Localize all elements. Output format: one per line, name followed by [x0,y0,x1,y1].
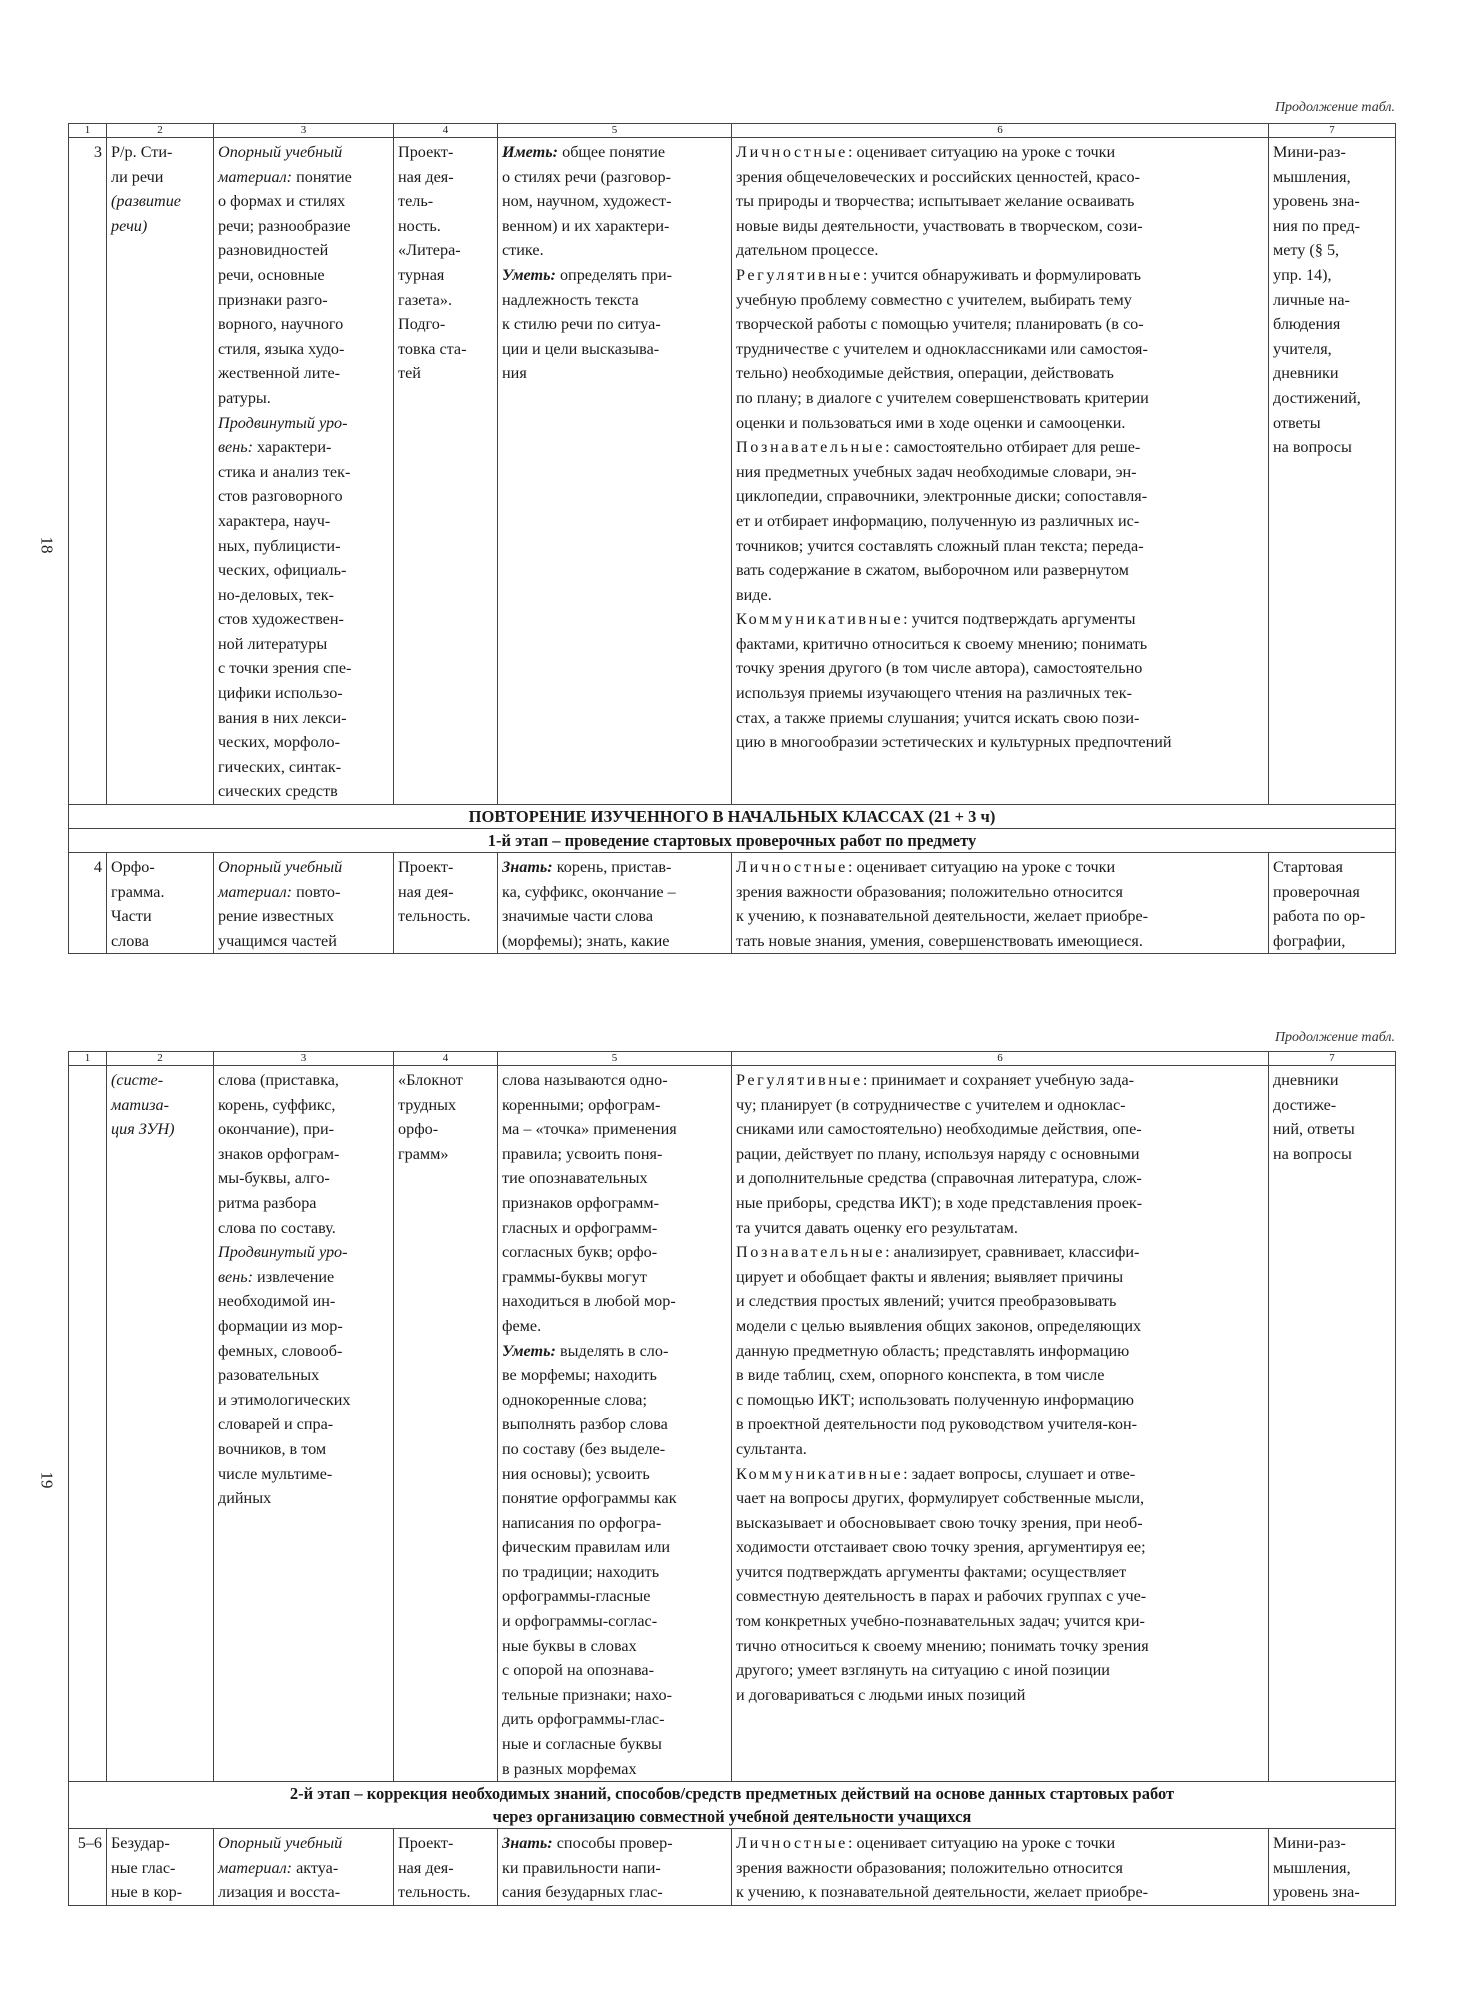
results-label: Знать: [502,858,553,877]
lesson-table [68,123,1396,954]
uud-text: : анализирует, сравнивает, классифи- цирует и обобщает факты и явления; выявляет причины и следствия простых явлений; учится преобразовывать модели с целью выявления общих законов, определяющих данную предметную область; представлять информацию в виде таблиц, схем, опорного конспекта, в том числе с помощью ИКТ; использовать полученную информацию в проектной деятельности под руководством учителя-кон- сультанта. [736,1243,1142,1458]
lesson-topic [107,138,214,805]
lesson-content [214,138,394,805]
content-label: Продвинутый уро- вень: [218,1243,348,1286]
results-text: выделять в сло- ве морфемы; находить однокоренные слова; выполнять разбор слова по составу (без выделе- ния основы); усвоить понятие орфограммы как написания по орфогра- фическим правилам или по традиции; находить орфограммы-гласные и орфограммы-соглас- ные буквы в словах с опорой на опознава- тельные признаки; нахо- дить орфограммы-глас- ные и согласные буквы в разных морфемах [502,1341,677,1778]
uud-label: Личностные [736,143,848,161]
uud-cell [732,1066,1269,1782]
column-number-row [69,124,1396,138]
uud-label: Регулятивные [736,265,863,284]
uud-label: Личностные [736,858,848,877]
col-num: 1 [69,124,107,138]
control-form: Мини-раз- мышления, уровень зна- [1269,1829,1396,1906]
table-row [69,853,1396,954]
table-row [69,1829,1396,1906]
control-form: дневники достиже- ний, ответы на вопросы [1269,1066,1396,1782]
uud-text: : оценивает ситуацию на уроке с точки зрения общечеловеческих и российских ценностей, красо- ты природы и творчества; испытывает желание осваивать новые виды деятельности, участвовать в творческом, сози- дательном процессе. [736,143,1143,260]
col-num: 2 [107,124,214,138]
section-heading: 2-й этап – коррекция необходимых знаний, способов/средств предметных действий на основе данных стартовых работ через организацию совместной учебной деятельности учащихся [69,1782,1396,1829]
content-text: слова (приставка, корень, суффикс, окончание), при- знаков орфограм- мы-буквы, алго- ритма разбора слова по составу. [218,1071,340,1237]
table-row [69,1066,1396,1782]
col-num: 5 [498,124,732,138]
activity-form: Проект- ная дея- тельность. [394,1829,498,1906]
results-text: общее понятие о стилях речи (разговор- ном, научном, художест- венном) и их характери- стике. [502,143,672,260]
lesson-content [214,1829,394,1906]
col-num: 6 [732,1052,1269,1066]
activity-form: «Блокнот трудных орфо- грамм» [394,1066,498,1782]
subject-results [498,853,732,954]
uud-label: Познавательные [736,438,886,457]
page-number: 18 [37,536,57,554]
results-label: Уметь: [502,265,556,284]
uud-text: : задает вопросы, слушает и отве- чает на вопросы других, формулирует собственные мысли, высказывает и обосновывает свою точку зрения, при необ- ходимости отстаивает свою точку зрения, аргументируя ее; учится подтверждать аргументы фактами; осуществляет совместную деятельность в парах и рабочих группах с уче- том конкретных учебно-познавательных задач; учится кри- тично относиться к своему мнению; понимать точку зрения другого; умеет взглянуть на ситуацию с иной позиции и договариваться с людьми иных позиций [736,1464,1149,1704]
results-label: Иметь: [502,143,559,161]
section-heading: ПОВТОРЕНИЕ ИЗУЧЕННОГО В НАЧАЛЬНЫХ КЛАССАХ (21 + 3 ч) [69,805,1396,829]
lesson-content [214,853,394,954]
content-label: Продвинутый уро- вень: [218,413,348,457]
col-num: 6 [732,124,1269,138]
subject-results [498,1066,732,1782]
content-text: актуа- лизация и восста- [218,1858,341,1902]
col-num: 4 [394,1052,498,1066]
col-num: 7 [1269,1052,1396,1066]
results-label: Уметь: [502,1341,556,1360]
subject-results [498,1829,732,1906]
col-num: 3 [214,124,394,138]
lesson-content [214,1066,394,1782]
section-row [69,829,1396,853]
activity-form: Проект- ная дея- тельность. [394,853,498,954]
section-row [69,805,1396,829]
uud-label: Познавательные [736,1243,886,1262]
uud-text: : учится обнаруживать и формулировать учебную проблему совместно с учителем, выбирать тему творческой работы с помощью учителя; планировать (в со- трудничестве с учителем и одноклассниками или самостоя- тельно) необходимые действия, операции, действовать по плану; в диалоге с учителем совершенствовать критерии оценки и пользоваться ими в ходе оценки и самооценки. [736,265,1149,432]
results-text: способы провер- ки правильности напи- сания безударных глас- [502,1834,673,1902]
col-num: 2 [107,1052,214,1066]
col-num: 1 [69,1052,107,1066]
section-row [69,1782,1396,1829]
control-form: Мини-раз- мышления, уровень зна- ния по пред- мету (§ 5, упр. 14), личные на- блюдения учителя, дневники достижений, ответы на вопросы [1269,138,1396,805]
uud-text: : самостоятельно отбирает для реше- ния предметных учебных задач необходимые словари, эн- циклопедии, справочники, электронные диски; сопоставля- ет и отбирает информацию, полученную из различных ис- точников; учится составлять сложный план текста; переда- вать содержание в сжатом, выборочном или развернутом виде. [736,438,1148,604]
content-label: Опорный учебный материал: [218,1834,343,1877]
lesson-number: 5–6 [69,1829,107,1906]
lesson-number [69,1066,107,1782]
topic-subtitle: (развитие речи) [111,192,181,235]
results-text: определять при- надлежность текста к стилю речи по ситуа- ции и цели высказыва- ния [502,265,673,383]
continuation-caption: Продолжение табл. [1274,100,1395,115]
content-text: понятие о формах и стилях речи; разнообразие разновидностей речи, основные признаки разго- ворного, научного стиля, языка худо- жественной лите- ратуры. [218,167,352,407]
lesson-topic: Безудар- ные глас- ные в кор- [107,1829,214,1906]
column-number-row [69,1052,1396,1066]
lesson-number: 3 [69,138,107,805]
uud-text: : оценивает ситуацию на уроке с точки зрения важности образования; положительно относится к учению, к познавательной деятельности, желает приобре- тать новые знания, умения, совершенствовать имеющиеся. [736,858,1149,950]
results-text: слова называются одно- коренными; орфограм- ма – «точка» применения правила; усвоить поня- тие опознавательных признаков орфограмм- гласных и орфограмм- согласных букв; орфо- граммы-буквы могут находиться в любой мор- феме. [502,1071,677,1335]
content-text: характери- стика и анализ тек- стов разговорного характера, науч- ных, публицисти- ческих, официаль- но-деловых, тек- стов художествен- ной литературы с точки зрения спе- цифики использо- вания в них лекси- ческих, морфоло- гических, синтак- сических средств [218,438,352,801]
content-label: Опорный учебный материал: [218,143,343,186]
continuation-caption: Продолжение табл. [1274,1030,1395,1045]
results-text: корень, пристав- ка, суффикс, окончание – значимые части слова (морфемы); знать, какие [502,858,676,950]
uud-label: Личностные [736,1834,848,1853]
uud-label: Коммуникативные [736,1464,904,1483]
content-text: повто- рение известных учащимся частей [218,882,341,950]
results-label: Знать: [502,1834,553,1853]
col-num: 7 [1269,124,1396,138]
col-num: 4 [394,124,498,138]
topic-text: Р/р. Сти- ли речи [111,143,173,186]
col-num: 5 [498,1052,732,1066]
lesson-table [68,1051,1396,1906]
uud-cell [732,853,1269,954]
uud-label: Регулятивные [736,1071,863,1089]
uud-cell [732,1829,1269,1906]
uud-text: : принимает и сохраняет учебную зада- чу; планирует (в сотрудничестве с учителем и одноклас- сниками или самостоятельно) необходимые действия, опе- рации, действует по плану, используя наряду с основными и дополнительные средства (справочная литература, слож- ные приборы, средства ИКТ); в ходе представления проек- та учится давать оценку его результатам. [736,1071,1143,1237]
uud-label: Коммуникативные [736,610,904,629]
lesson-topic: (систе- матиза- ция ЗУН) [107,1066,214,1782]
control-form: Стартовая проверочная работа по ор- фографии, [1269,853,1396,954]
page-number: 19 [37,1471,57,1489]
content-label: Опорный учебный материал: [218,858,343,901]
table-row [69,138,1396,805]
activity-form: Проект- ная дея- тель- ность. «Литера- турная газета». Подго- товка ста- тей [394,138,498,805]
uud-text: : оценивает ситуацию на уроке с точки зрения важности образования; положительно относится к учению, к познавательной деятельности, желает приобре- [736,1834,1149,1902]
uud-text: : учится подтверждать аргументы фактами, критично относиться к своему мнению; понимать точку зрения другого (в том числе автора), самостоятельно используя приемы изучающего чтения на различных тек- стах, а также приемы слушания; учится искать свою пози- цию в многообразии эстетических и культурных предпочтений [736,610,1172,752]
lesson-topic: Орфо- грамма. Части слова [107,853,214,954]
subject-results [498,138,732,805]
uud-cell [732,138,1269,805]
content-text: извлечение необходимой ин- формации из мор- фемных, словооб- разовательных и этимологических словарей и спра- вочников, в том числе мультиме- дийных [218,1267,351,1508]
lesson-number: 4 [69,853,107,954]
col-num: 3 [214,1052,394,1066]
section-subheading: 1-й этап – проведение стартовых проверочных работ по предмету [69,829,1396,853]
